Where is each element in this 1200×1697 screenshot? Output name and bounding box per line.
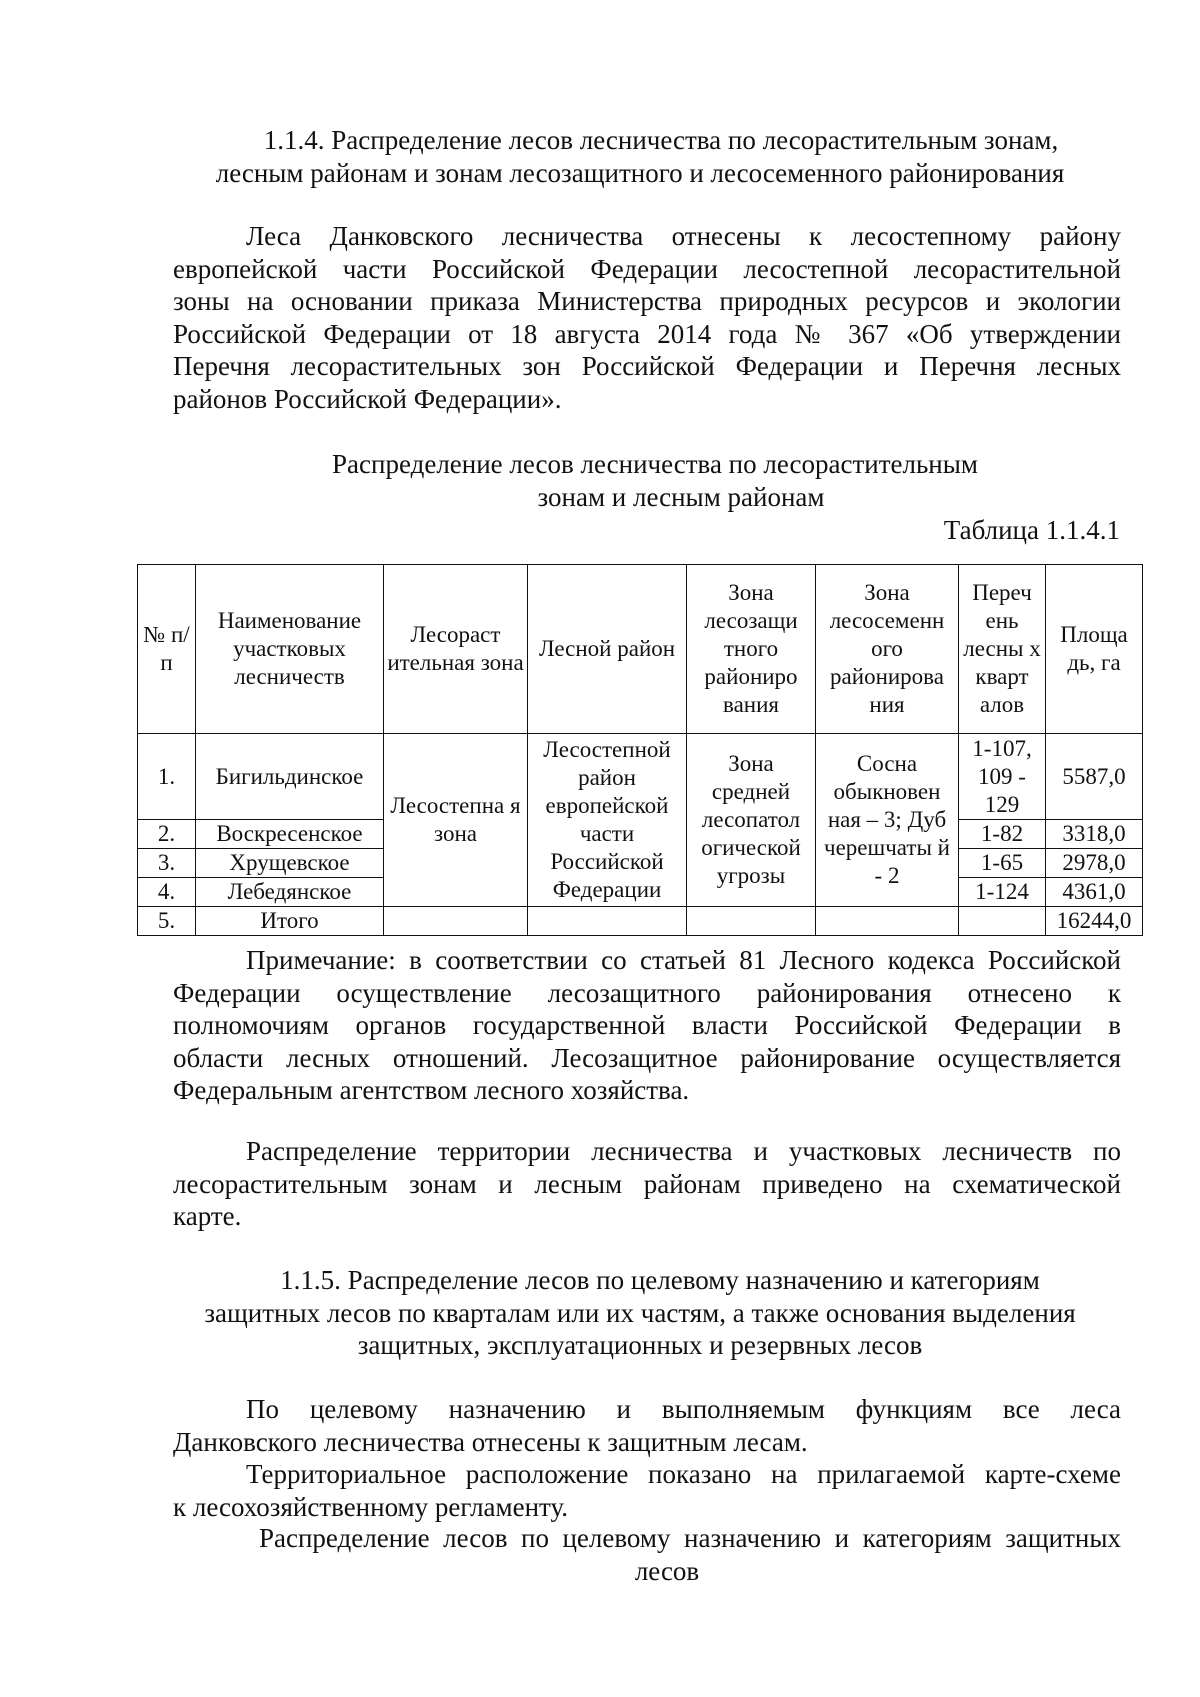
paragraph-map-location (173, 1458, 1121, 1523)
heading-line: лесным районам и зонам лесозащитного и лесосеменного районирования (215, 157, 1065, 188)
cell-empty (687, 907, 816, 936)
cell-quarters: 1-124 (959, 878, 1046, 907)
caption-line: Распределение лесов по целевому назначению и категориям защитных (259, 1523, 1121, 1553)
cell-number: 3. (138, 849, 196, 878)
caption-distribution (173, 1522, 1121, 1587)
cell-zone: Лесостепна я зона (384, 734, 528, 907)
caption-line: зонам и лесным районам (537, 481, 825, 512)
paragraph-line: карте. (173, 1201, 242, 1231)
table-number: Таблица 1.1.4.1 (943, 515, 1120, 545)
caption-line: лесов (634, 1555, 700, 1586)
cell-number: 5. (138, 907, 196, 936)
cell-name: Воскресенское (196, 820, 384, 849)
table-caption (300, 448, 1080, 513)
caption-line: Распределение лесов лесничества по лесорастительным (332, 449, 978, 479)
paragraph-line: Федеральным агентством лесного хозяйства. (173, 1075, 690, 1105)
paragraph-line: Примечание: в соответствии со статьей 81 Лесного кодекса Российской (246, 945, 1121, 975)
paragraph-line: полномочиям органов государственной власти Российской Федерации в (173, 1010, 1121, 1040)
paragraph-line: Федерации осуществление лесозащитного районирования отнесено к (173, 977, 1121, 1008)
paragraph-line: к лесохозяйственному регламенту. (173, 1491, 569, 1522)
header-cell-district: Лесной район (528, 565, 687, 734)
cell-number: 2. (138, 820, 196, 849)
forest-zones-table (137, 564, 1143, 936)
section-heading-115 (140, 1264, 1140, 1362)
cell-area: 16244,0 (1046, 907, 1143, 936)
header-cell-quarters: Переч ень лесны х кварт алов (959, 565, 1046, 734)
header-cell-number: № п/п (138, 565, 196, 734)
map-paragraph (173, 1135, 1121, 1233)
paragraph-line: европейской части Российской Федерации лесостепной лесорастительной (173, 253, 1121, 284)
header-cell-name: Наименование участковых лесничеств (196, 565, 384, 734)
paragraph-line: Распределение территории лесничества и участковых лесничеств по (246, 1136, 1121, 1166)
note-paragraph (173, 944, 1121, 1107)
heading-line: защитных лесов по кварталам или их частям, а также основания выделения (204, 1297, 1076, 1328)
cell-seed-zone: Сосна обыкновен ная – 3; Дуб черешчаты й - 2 (816, 734, 959, 907)
header-cell-protection-zone: Зона лесозащи тного райониро вания (687, 565, 816, 734)
paragraph-line: Перечня лесорастительных зон Российской Федерации и Перечня лесных (173, 351, 1121, 381)
header-cell-area: Площа дь, га (1046, 565, 1143, 734)
heading-line: 1.1.5. Распределение лесов по целевому назначению и категориям (280, 1265, 1040, 1295)
cell-quarters: 1-65 (959, 849, 1046, 878)
header-cell-zone: Лесораст ительная зона (384, 565, 528, 734)
cell-district: Лесостепной район европейской части Российской Федерации (528, 734, 687, 907)
table-row (138, 734, 1143, 820)
heading-line: 1.1.4. Распределение лесов лесничества по лесорастительным зонам, (263, 125, 1059, 155)
table-total-row (138, 907, 1143, 936)
paragraph-line: лесорастительным зонам и лесным районам приведено на схематической (173, 1168, 1121, 1199)
heading-line: защитных, эксплуатационных и резервных лесов (357, 1330, 923, 1360)
cell-name: Итого (196, 907, 384, 936)
cell-area: 4361,0 (1046, 878, 1143, 907)
section-heading-114 (140, 124, 1140, 189)
cell-number: 1. (138, 734, 196, 820)
paragraph-line: Данковского лесничества отнесены к защитным лесам. (173, 1426, 808, 1457)
paragraph-line: Территориальное расположение показано на прилагаемой карте-схеме (246, 1459, 1121, 1489)
cell-area: 5587,0 (1046, 734, 1143, 820)
paragraph-forest-classification (173, 220, 1121, 415)
paragraph-line: Леса Данковского лесничества отнесены к лесостепному району (246, 221, 1121, 251)
cell-number: 4. (138, 878, 196, 907)
paragraph-line: области лесных отношений. Лесозащитное районирование осуществляется (173, 1042, 1121, 1073)
cell-protection-zone: Зона средней лесопатол огической угрозы (687, 734, 816, 907)
cell-name: Бигильдинское (196, 734, 384, 820)
header-cell-seed-zone: Зона лесосеменн ого районирова ния (816, 565, 959, 734)
paragraph-line: районов Российской Федерации». (173, 383, 562, 414)
cell-empty (959, 907, 1046, 936)
paragraph-purpose (173, 1393, 1121, 1458)
cell-empty (816, 907, 959, 936)
cell-quarters: 1-82 (959, 820, 1046, 849)
paragraph-line: зоны на основании приказа Министерства природных ресурсов и экологии (173, 286, 1121, 316)
paragraph-line: По целевому назначению и выполняемым функциям все леса (246, 1394, 1121, 1424)
cell-empty (528, 907, 687, 936)
cell-name: Лебедянское (196, 878, 384, 907)
paragraph-line: Российской Федерации от 18 августа 2014 года № 367 «Об утверждении (173, 318, 1121, 349)
cell-empty (384, 907, 528, 936)
cell-area: 2978,0 (1046, 849, 1143, 878)
cell-quarters: 1-107, 109 - 129 (959, 734, 1046, 820)
cell-name: Хрущевское (196, 849, 384, 878)
table-header-row (138, 565, 1143, 734)
cell-area: 3318,0 (1046, 820, 1143, 849)
